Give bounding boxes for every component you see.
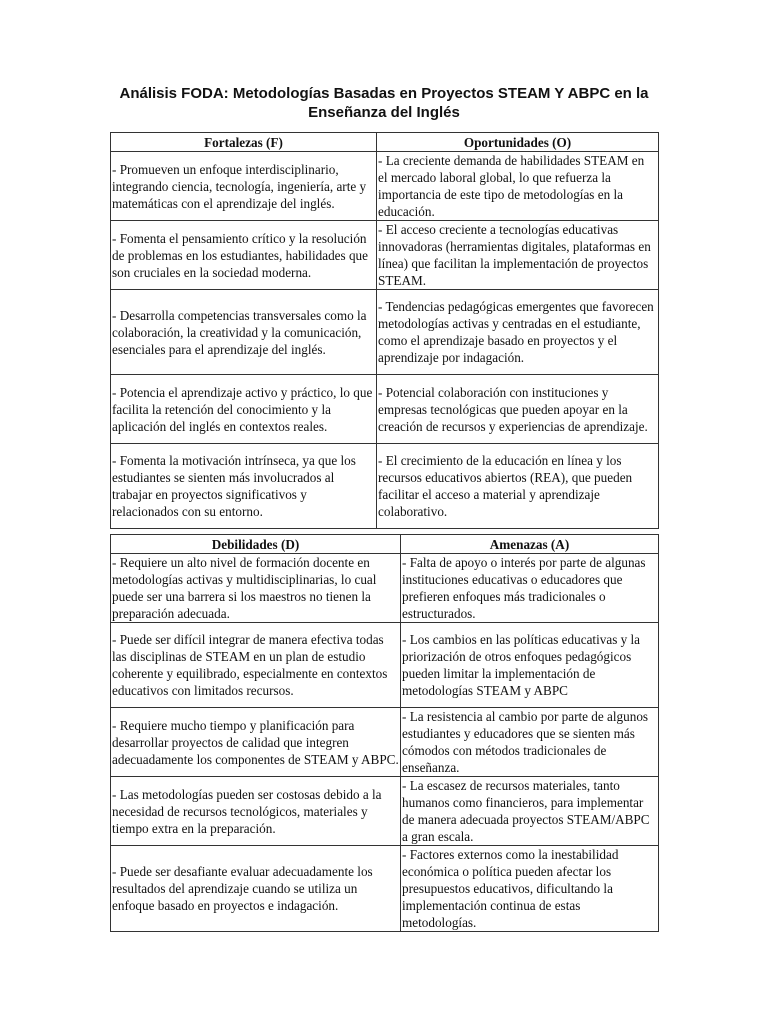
table-row <box>111 375 659 444</box>
opportunity-cell: - El acceso creciente a tecnologías educativas innovadoras (herramientas digitales, plataformas en línea) que facilitan la implementación de proyectos STEAM. <box>377 221 659 290</box>
threat-cell: - Factores externos como la inestabilidad económica o política pueden afectar los presupuestos educativos, dificultando la implementación continua de estas metodologías. <box>401 846 659 932</box>
weakness-cell: - Puede ser desafiante evaluar adecuadamente los resultados del aprendizaje cuando se utiliza un enfoque basado en proyectos e indagación. <box>111 846 401 932</box>
table-header-row <box>111 535 659 554</box>
table-header-row <box>111 133 659 152</box>
table-row <box>111 444 659 529</box>
weakness-cell: - Puede ser difícil integrar de manera efectiva todas las disciplinas de STEAM en un plan de estudio coherente y equilibrado, especialmente en contextos educativos con limitados recursos. <box>111 623 401 708</box>
opportunity-cell: - Potencial colaboración con instituciones y empresas tecnológicas que pueden apoyar en la creación de recursos y experiencias de aprendizaje. <box>377 375 659 444</box>
threat-cell: - La resistencia al cambio por parte de algunos estudiantes y educadores que se sienten más cómodos con métodos tradicionales de enseñanza. <box>401 708 659 777</box>
header-strengths: Fortalezas (F) <box>111 133 377 152</box>
weakness-cell: - Requiere mucho tiempo y planificación para desarrollar proyectos de calidad que integren adecuadamente los componentes de STEAM y ABPC. <box>111 708 401 777</box>
table-row <box>111 152 659 221</box>
table-row <box>111 846 659 932</box>
table-row <box>111 221 659 290</box>
table-row <box>111 623 659 708</box>
header-threats: Amenazas (A) <box>401 535 659 554</box>
table-row <box>111 708 659 777</box>
weakness-cell: - Las metodologías pueden ser costosas debido a la necesidad de recursos tecnológicos, materiales y tiempo extra en la preparación. <box>111 777 401 846</box>
opportunity-cell: - La creciente demanda de habilidades STEAM en el mercado laboral global, lo que refuerza la importancia de este tipo de metodologías en la educación. <box>377 152 659 221</box>
table-row <box>111 777 659 846</box>
weakness-cell: - Requiere un alto nivel de formación docente en metodologías activas y multidisciplinarias, lo cual puede ser una barrera si los maestros no tienen la preparación adecuada. <box>111 554 401 623</box>
threat-cell: - La escasez de recursos materiales, tanto humanos como financieros, para implementar de manera adecuada proyectos STEAM/ABPC a gran escala. <box>401 777 659 846</box>
swot-table-strengths-opportunities <box>110 132 659 529</box>
strength-cell: - Desarrolla competencias transversales como la colaboración, la creatividad y la comunicación, esenciales para el aprendizaje del inglés. <box>111 290 377 375</box>
header-weaknesses: Debilidades (D) <box>111 535 401 554</box>
page-title: Análisis FODA: Metodologías Basadas en Proyectos STEAM Y ABPC en la Enseñanza del Inglés <box>119 85 649 121</box>
strength-cell: - Fomenta el pensamiento crítico y la resolución de problemas en los estudiantes, habilidades que son cruciales en la sociedad moderna. <box>111 221 377 290</box>
strength-cell: - Promueven un enfoque interdisciplinario, integrando ciencia, tecnología, ingeniería, arte y matemáticas con el aprendizaje del inglés. <box>111 152 377 221</box>
strength-cell: - Fomenta la motivación intrínseca, ya que los estudiantes se sienten más involucrados al trabajar en proyectos significativos y relacionados con su entorno. <box>111 444 377 529</box>
opportunity-cell: - El crecimiento de la educación en línea y los recursos educativos abiertos (REA), que pueden facilitar el acceso a material y aprendizaje colaborativo. <box>377 444 659 529</box>
header-opportunities: Oportunidades (O) <box>377 133 659 152</box>
table-row <box>111 290 659 375</box>
opportunity-cell: - Tendencias pedagógicas emergentes que favorecen metodologías activas y centradas en el estudiante, como el aprendizaje basado en proyectos y el aprendizaje por indagación. <box>377 290 659 375</box>
threat-cell: - Falta de apoyo o interés por parte de algunas instituciones educativas o educadores que prefieren enfoques más tradicionales o estructurados. <box>401 554 659 623</box>
strength-cell: - Potencia el aprendizaje activo y práctico, lo que facilita la retención del conocimiento y la aplicación del inglés en contextos reales. <box>111 375 377 444</box>
threat-cell: - Los cambios en las políticas educativas y la priorización de otros enfoques pedagógicos pueden limitar la implementación de metodologías STEAM y ABPC <box>401 623 659 708</box>
table-row <box>111 554 659 623</box>
swot-table-weaknesses-threats <box>110 534 659 932</box>
